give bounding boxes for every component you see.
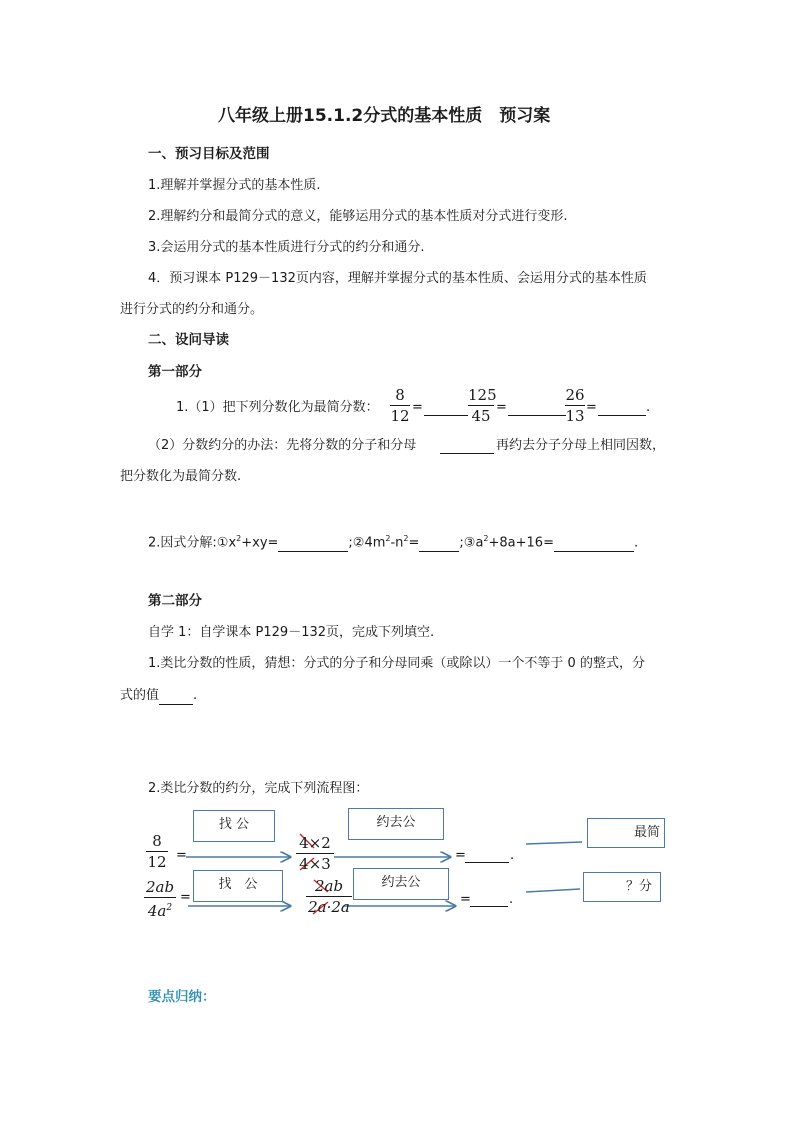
simplest-box: 最简 — [587, 818, 665, 848]
section2-heading: 二、设问导读 — [148, 332, 229, 348]
answer-blank[interactable] — [470, 905, 508, 907]
question-2-text: （2）分数约分的办法：先将分数的分子和分母 — [148, 438, 417, 453]
period: . — [646, 400, 651, 415]
objective-item: 进行分式的约分和通分。 — [120, 302, 264, 317]
objective-item: 4．预习课本 P129－132页内容，理解并掌握分式的基本性质、会运用分式的基本性质 — [148, 271, 647, 286]
fraction-26-13: 26 13 — [565, 386, 585, 425]
find-common-box: 找 公 — [193, 810, 275, 842]
objective-item: 1.理解并掌握分式的基本性质. — [148, 178, 321, 193]
self-study-text: 自学 1：自学课本 P129－132页，完成下列填空. — [148, 625, 435, 640]
period: . — [509, 892, 514, 907]
equals-sign: = — [586, 400, 597, 415]
question-2-text: 再约去分子分母上相同因数， — [496, 438, 666, 453]
flow-fraction-8-12: 8 12 — [147, 832, 167, 871]
cancel-common-box: 约去公 — [348, 808, 444, 840]
flow-fraction-2ab-4a2: 2ab $4a^2$ — [145, 878, 175, 920]
key-points-summary: 要点归纳： — [148, 989, 216, 1005]
equals-sign: = — [460, 892, 471, 907]
cancel-common-box: 约去公 — [353, 868, 449, 900]
part1-heading: 第一部分 — [148, 364, 202, 380]
fraction-125-45: 125 45 — [468, 386, 497, 425]
equals-sign: = — [496, 400, 507, 415]
objective-item: 2.理解约分和最简分式的意义，能够运用分式的基本性质对分式进行变形. — [148, 209, 568, 224]
answer-blank[interactable] — [465, 861, 509, 863]
page-title: 八年级上册15.1.2分式的基本性质 预习案 — [218, 106, 551, 126]
equals-sign: = — [180, 890, 191, 905]
question-2-text: 把分数化为最简分数. — [120, 469, 242, 484]
equals-sign: = — [455, 848, 466, 863]
flow-fraction-4x2-4x3: 4×2 4×3 — [296, 834, 334, 873]
part2-heading: 第二部分 — [148, 593, 202, 609]
what-fraction-box: ？分 — [583, 872, 661, 902]
part2-question-1-cont: 式的值 . — [120, 688, 198, 703]
fraction-8-12: 8 12 — [390, 386, 410, 425]
part2-question-1: 1.类比分数的性质，猜想：分式的分子和分母同乘（或除以）一个不等于 0 的整式，分 — [148, 656, 645, 671]
flow-fraction-2ab-2a2a: 2ab 2a·2a — [306, 877, 352, 916]
equals-sign: = — [176, 848, 187, 863]
period: . — [510, 848, 515, 863]
equals-sign: = — [412, 400, 423, 415]
objective-item: 3.会运用分式的基本性质进行分式的约分和通分. — [148, 240, 425, 255]
section1-heading: 一、预习目标及范围 — [148, 146, 270, 162]
factorization-question: 2.因式分解$:①x^2+xy=$ $;②4m^2-n^2=$ $;③a^2+8a+16=$ . — [148, 534, 639, 551]
find-common-box: 找 公 — [193, 870, 283, 902]
question-1-prefix: 1.（1）把下列分数化为最简分数： — [176, 400, 379, 415]
part2-question-2: 2.类比分数的约分，完成下列流程图： — [148, 781, 369, 796]
